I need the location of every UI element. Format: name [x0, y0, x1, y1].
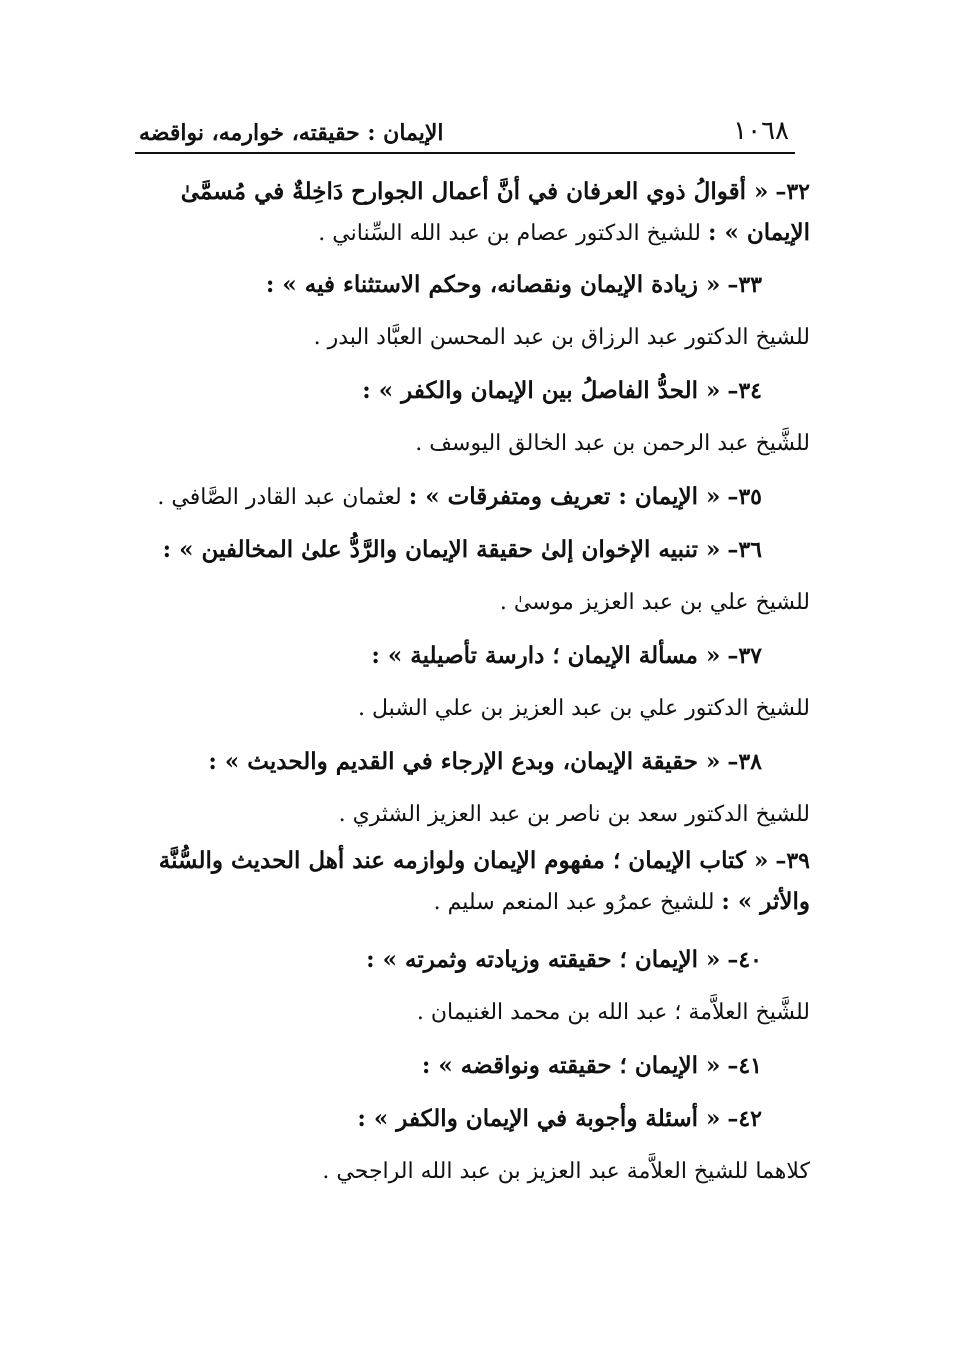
entry-number: ٣٩– — [775, 848, 810, 874]
page-header — [135, 112, 795, 154]
entry-title: « الإيمان : تعريف ومتفرقات » : — [408, 483, 721, 510]
entry-title: « أسئلة وأجوبة في الإيمان والكفر » : — [357, 1105, 721, 1132]
entry-number: ٣٧– — [727, 643, 762, 669]
list-item-32 — [130, 172, 810, 254]
entry-title: « أقوالُ ذوي العرفان في أنَّ أعمال الجوارح دَاخِلةٌ في مُسمَّىٰ الإيمان » : — [180, 178, 810, 246]
entry-author: لعثمان عبد القادر الصَّافي . — [157, 485, 402, 510]
list-item-39 — [130, 841, 810, 923]
entry-number: ٤٢– — [727, 1106, 762, 1132]
list-item-37 — [130, 629, 810, 735]
entry-number: ٣٤– — [727, 378, 762, 404]
list-item-40 — [130, 933, 810, 1039]
entry-number: ٣٥– — [727, 484, 762, 510]
entry-number: ٣٣– — [727, 272, 762, 298]
list-item-34 — [130, 364, 810, 470]
entry-title: « زيادة الإيمان ونقصانه، وحكم الاستثناء فيه » : — [265, 271, 721, 298]
list-item-36 — [130, 523, 810, 629]
entry-author: للشَّيخ عبد الرحمن بن عبد الخالق اليوسف . — [415, 431, 810, 456]
entry-author: للشيخ الدكتور علي بن عبد العزيز بن علي الشبل . — [358, 696, 810, 721]
entry-number: ٣٢– — [775, 179, 810, 205]
running-title: الإيمان : حقيقته، خوارمه، نواقضه — [139, 120, 444, 146]
entry-number: ٤٠– — [727, 947, 762, 973]
entry-title: « كتاب الإيمان ؛ مفهوم الإيمان ولوازمه عند أهل الحديث والسُّنَّة والأثر » : — [158, 847, 810, 915]
entry-author: للشَّيخ العلاَّمة ؛ عبد الله بن محمد الغنيمان . — [416, 1000, 810, 1025]
list-item-33 — [130, 258, 810, 364]
entry-author: للشيخ الدكتور سعد بن ناصر بن عبد العزيز الشثري . — [338, 802, 810, 827]
entry-author: للشيخ الدكتور عبد الرزاق بن عبد المحسن العبَّاد البدر . — [313, 325, 810, 350]
list-item-35 — [130, 470, 810, 523]
entry-number: ٣٦– — [727, 537, 762, 563]
entry-author: كلاهما للشيخ العلاَّمة عبد العزيز بن عبد الله الراجحي . — [322, 1159, 810, 1184]
entry-title: « الحدُّ الفاصلُ بين الإيمان والكفر » : — [362, 377, 721, 404]
list-item-38 — [130, 735, 810, 841]
bibliography-list — [130, 172, 810, 1198]
entry-author: للشيخ الدكتور عصام بن عبد الله السِّناني . — [318, 221, 702, 246]
entry-number: ٣٨– — [727, 749, 762, 775]
entry-number: ٤١– — [727, 1053, 762, 1079]
entry-title: « الإيمان ؛ حقيقته ونواقضه » : — [421, 1052, 721, 1079]
entry-title: « تنبيه الإخوان إلىٰ حقيقة الإيمان والرَّدُّ علىٰ المخالفين » : — [162, 536, 721, 563]
list-item-42 — [130, 1092, 810, 1198]
entry-title: « الإيمان ؛ حقيقته وزيادته وثمرته » : — [366, 946, 721, 973]
entry-title: « حقيقة الإيمان، وبدع الإرجاء في القديم والحديث » : — [208, 748, 721, 775]
entry-title: « مسألة الإيمان ؛ دارسة تأصيلية » : — [371, 642, 721, 669]
entry-author: للشيخ عمرُو عبد المنعم سليم . — [433, 890, 715, 915]
list-item-41 — [130, 1039, 810, 1092]
entry-author: للشيخ علي بن عبد العزيز موسىٰ . — [499, 590, 810, 615]
page-number: ١٠٦٨ — [733, 116, 789, 146]
